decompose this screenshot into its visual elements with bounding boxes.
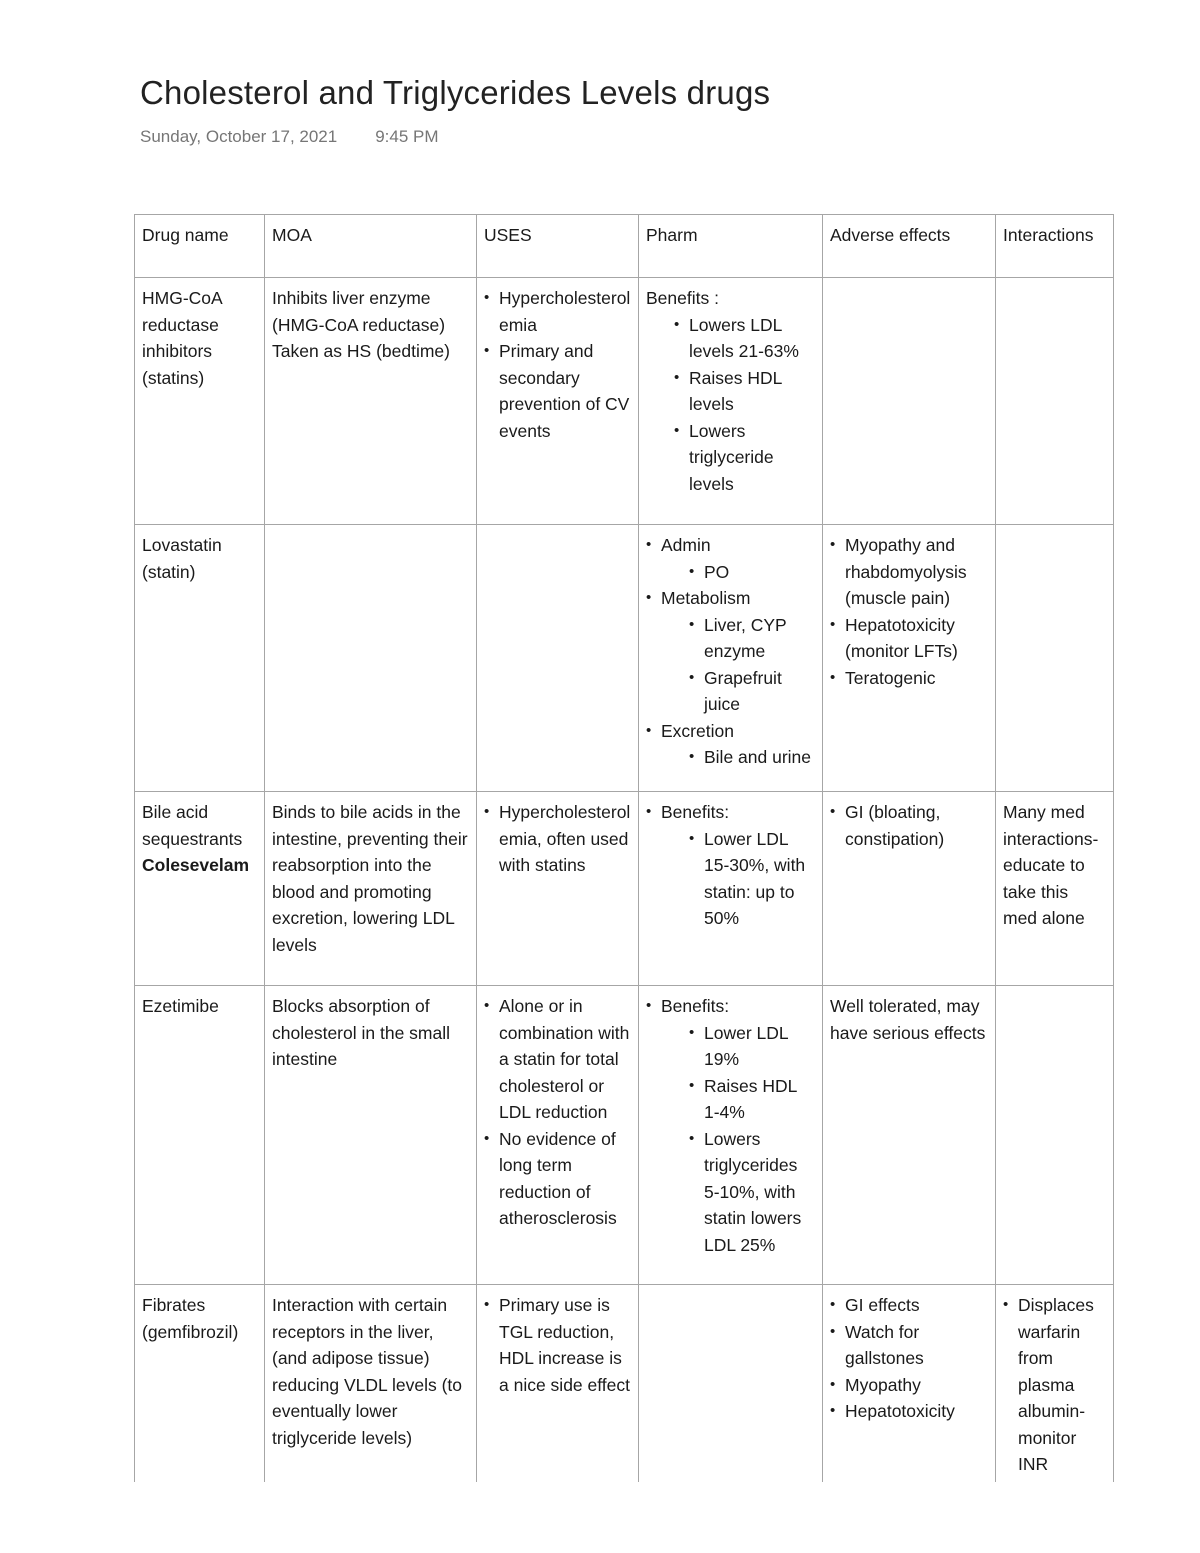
interactions-cell <box>996 1285 1114 1482</box>
table-row <box>135 278 1114 525</box>
list-item: • Myopathy <box>830 1372 989 1399</box>
drug-name-cell: Fibrates (gemfibrozil) <box>135 1285 265 1482</box>
pharm-cell <box>639 278 823 525</box>
interactions-cell <box>996 986 1114 1285</box>
list-item: • Benefits: <box>646 799 816 826</box>
uses-cell <box>477 986 639 1285</box>
page-title: Cholesterol and Triglycerides Levels drugs <box>140 74 771 111</box>
interactions-cell <box>996 278 1114 525</box>
list-item: • Teratogenic <box>830 665 989 692</box>
pharm-cell <box>639 986 823 1285</box>
drug-name-cell: HMG-CoA reductase inhibitors (statins) <box>135 278 265 525</box>
moa-cell: Binds to bile acids in the intestine, preventing their reabsorption into the blood and promoting excretion, lowering LDL levels <box>265 792 477 986</box>
moa-cell: Inhibits liver enzyme (HMG-CoA reductase) Taken as HS (bedtime) <box>265 278 477 525</box>
list-item: • Liver, CYP enzyme <box>689 612 816 665</box>
list-item: • Primary and secondary prevention of CV events <box>484 338 632 444</box>
list-item: • Excretion <box>646 718 816 745</box>
column-header: Pharm <box>639 215 823 278</box>
list-item: • GI (bloating, constipation) <box>830 799 989 852</box>
adverse-cell <box>823 278 996 525</box>
adverse-cell <box>823 525 996 792</box>
moa-cell: Interaction with certain receptors in the liver, (and adipose tissue) reducing VLDL levels (to eventually lower triglyceride levels) <box>265 1285 477 1482</box>
moa-cell: Blocks absorption of cholesterol in the small intestine <box>265 986 477 1285</box>
table-row <box>135 525 1114 792</box>
pharm-cell <box>639 525 823 792</box>
list-item: • Displaces warfarin from plasma albumin- monitor INR <box>1003 1292 1107 1478</box>
list-item: • Hypercholesterolemia, often used with statins <box>484 799 632 879</box>
list-item: • PO <box>689 559 816 586</box>
list-item: • Lowers triglyceride levels <box>674 418 816 498</box>
list-item: • Raises HDL levels <box>674 365 816 418</box>
list-item: • Admin <box>646 532 816 559</box>
column-header: Interactions <box>996 215 1114 278</box>
pharm-cell <box>639 792 823 986</box>
uses-cell <box>477 278 639 525</box>
page-time: 9:45 PM <box>375 127 439 146</box>
list-item: • Hepatotoxicity <box>830 1398 989 1425</box>
table-row <box>135 1285 1114 1482</box>
table-row <box>135 792 1114 986</box>
table-row <box>135 986 1114 1285</box>
interactions-cell <box>996 525 1114 792</box>
page-date: Sunday, October 17, 2021 <box>140 127 338 146</box>
list-item: • Myopathy and rhabdomyolysis (muscle pain) <box>830 532 989 612</box>
list-item: • Lowers LDL levels 21-63% <box>674 312 816 365</box>
uses-cell <box>477 525 639 792</box>
list-item: • Watch for gallstones <box>830 1319 989 1372</box>
column-header: Adverse effects <box>823 215 996 278</box>
list-item: • Lower LDL 15-30%, with statin: up to 50% <box>689 826 816 932</box>
list-item: • Lower LDL 19% <box>689 1020 816 1073</box>
column-header: USES <box>477 215 639 278</box>
page-meta <box>140 127 439 147</box>
uses-cell <box>477 1285 639 1482</box>
drug-table <box>134 214 1114 1482</box>
drug-name-cell: Ezetimibe <box>135 986 265 1285</box>
table-header-row <box>135 215 1114 278</box>
list-item: • Benefits: <box>646 993 816 1020</box>
drug-name-bold: Colesevelam <box>142 855 250 875</box>
list-item: • Grapefruit juice <box>689 665 816 718</box>
list-item: • No evidence of long term reduction of atherosclerosis <box>484 1126 632 1232</box>
list-item: • Bile and urine <box>689 744 816 771</box>
list-item: • Hypercholesterolemia <box>484 285 632 338</box>
uses-cell <box>477 792 639 986</box>
column-header: MOA <box>265 215 477 278</box>
list-item: • Primary use is TGL reduction, HDL increase is a nice side effect <box>484 1292 632 1398</box>
list-item: • Alone or in combination with a statin for total cholesterol or LDL reduction <box>484 993 632 1126</box>
column-header: Drug name <box>135 215 265 278</box>
pharm-heading: Benefits : <box>646 288 719 308</box>
list-item: • Hepatotoxicity (monitor LFTs) <box>830 612 989 665</box>
list-item: • Metabolism <box>646 585 816 612</box>
list-item: • Lowers triglycerides 5-10%, with statin lowers LDL 25% <box>689 1126 816 1259</box>
adverse-cell <box>823 792 996 986</box>
list-item: • GI effects <box>830 1292 989 1319</box>
drug-name-cell: Bile acid sequestrants Colesevelam <box>135 792 265 986</box>
adverse-cell: Well tolerated, may have serious effects <box>823 986 996 1285</box>
pharm-cell <box>639 1285 823 1482</box>
list-item: • Raises HDL 1-4% <box>689 1073 816 1126</box>
interactions-cell: Many med interactions- educate to take this med alone <box>996 792 1114 986</box>
moa-cell <box>265 525 477 792</box>
adverse-cell <box>823 1285 996 1482</box>
drug-name-cell: Lovastatin (statin) <box>135 525 265 792</box>
